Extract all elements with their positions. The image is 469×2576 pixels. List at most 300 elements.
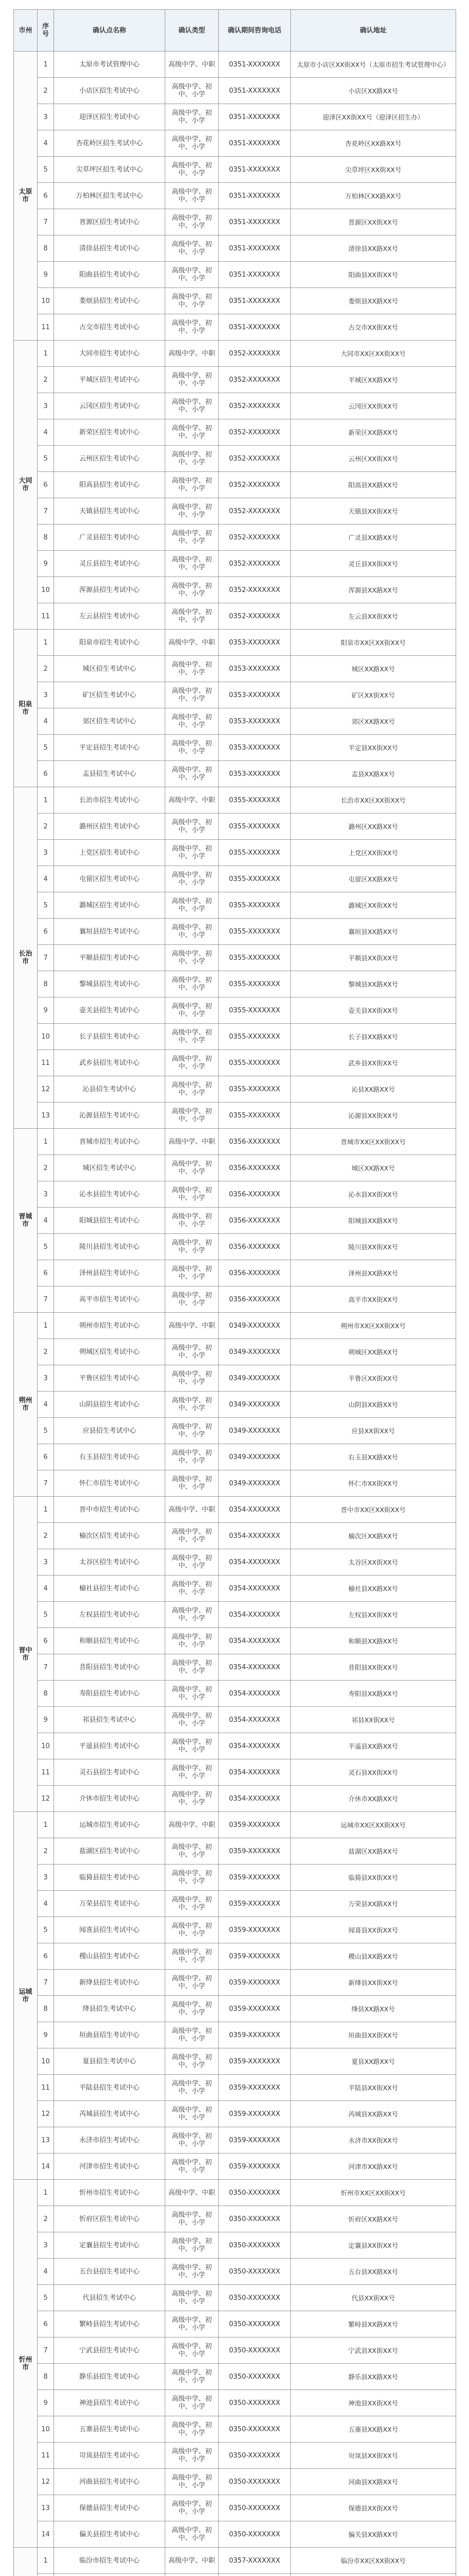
table-row <box>14 1865 456 1891</box>
type-cell: 高级中学、初中、小学 <box>165 104 219 130</box>
type-cell: 高级中学、初中、小学 <box>165 1970 219 1996</box>
table-row <box>14 2521 456 2548</box>
tel-cell: 0352-XXXXXXX <box>219 577 291 603</box>
table-row <box>14 2285 456 2311</box>
table-row <box>14 1602 456 1628</box>
name-cell: 代县招生考试中心 <box>54 2285 165 2311</box>
name-cell: 太原市考试管理中心 <box>54 52 165 78</box>
type-cell: 高级中学、初中、小学 <box>165 1076 219 1103</box>
name-cell: 上党区招生考试中心 <box>54 840 165 866</box>
type-cell: 高级中学、初中、小学 <box>165 1733 219 1759</box>
type-cell: 高级中学、初中、小学 <box>165 2206 219 2232</box>
table-row <box>14 2548 456 2574</box>
name-cell: 广灵县招生考试中心 <box>54 524 165 551</box>
name-cell: 怀仁市招生考试中心 <box>54 1470 165 1497</box>
type-cell: 高级中学、初中、小学 <box>165 840 219 866</box>
addr-cell: 浑源县XX路XX号 <box>291 577 456 603</box>
type-cell: 高级中学、初中、小学 <box>165 2022 219 2048</box>
addr-cell: 城区XX路XX号 <box>291 1155 456 1181</box>
tel-cell: 0350-XXXXXXX <box>219 2311 291 2337</box>
tel-cell: 0349-XXXXXXX <box>219 1392 291 1418</box>
type-cell: 高级中学、初中、小学 <box>165 1838 219 1865</box>
table-row <box>14 603 456 630</box>
addr-cell: 晋源区XX街XX号 <box>291 209 456 235</box>
tel-cell: 0355-XXXXXXX <box>219 1103 291 1129</box>
type-cell: 高级中学、初中、小学 <box>165 1024 219 1050</box>
name-cell: 万荣县招生考试中心 <box>54 1891 165 1917</box>
seq-cell: 7 <box>38 1286 54 1313</box>
type-cell: 高级中学、初中、小学 <box>165 1392 219 1418</box>
addr-cell: 祁县XX街XX号 <box>291 1707 456 1733</box>
tel-cell: 0354-XXXXXXX <box>219 1654 291 1681</box>
type-cell: 高级中学、初中、小学 <box>165 1628 219 1654</box>
type-cell: 高级中学、初中、小学 <box>165 262 219 288</box>
addr-cell: 临猗县XX街XX号 <box>291 1865 456 1891</box>
type-cell: 高级中学、初中、小学 <box>165 945 219 971</box>
type-cell: 高级中学、初中、小学 <box>165 2443 219 2469</box>
type-cell: 高级中学、初中、小学 <box>165 2259 219 2285</box>
name-cell: 偏关县招生考试中心 <box>54 2521 165 2548</box>
tel-cell: 0359-XXXXXXX <box>219 1970 291 1996</box>
name-cell: 芮城县招生考试中心 <box>54 2101 165 2127</box>
table-row <box>14 1260 456 1286</box>
seq-cell: 2 <box>38 1523 54 1549</box>
seq-cell: 1 <box>38 341 54 367</box>
name-cell: 平城区招生考试中心 <box>54 367 165 393</box>
seq-cell: 5 <box>38 2285 54 2311</box>
name-cell: 朔城区招生考试中心 <box>54 1339 165 1365</box>
seq-cell: 6 <box>38 472 54 498</box>
addr-cell: 夏县XX路XX号 <box>291 2048 456 2075</box>
type-cell: 高级中学、中职 <box>165 787 219 814</box>
addr-cell: 盐湖区XX路XX号 <box>291 1838 456 1865</box>
addr-cell: 平顺县XX街XX号 <box>291 945 456 971</box>
table-row <box>14 814 456 840</box>
name-cell: 神池县招生考试中心 <box>54 2390 165 2416</box>
type-cell: 高级中学、中职 <box>165 2548 219 2574</box>
addr-cell: 山阴县XX路XX号 <box>291 1392 456 1418</box>
seq-cell: 6 <box>38 2311 54 2337</box>
seq-cell: 12 <box>38 2469 54 2495</box>
addr-cell: 河曲县XX路XX号 <box>291 2469 456 2495</box>
tel-cell: 0353-XXXXXXX <box>219 682 291 708</box>
seq-cell: 6 <box>38 1628 54 1654</box>
seq-cell: 6 <box>38 1260 54 1286</box>
addr-cell: 代县XX街XX号 <box>291 2285 456 2311</box>
table-row <box>14 1129 456 1155</box>
type-cell: 高级中学、初中、小学 <box>165 2337 219 2364</box>
city-cell: 忻州市 <box>14 2180 38 2548</box>
name-cell: 云州区招生考试中心 <box>54 446 165 472</box>
name-cell: 阳城县招生考试中心 <box>54 1208 165 1234</box>
seq-cell: 5 <box>38 892 54 919</box>
table-row <box>14 1313 456 1339</box>
table-row <box>14 551 456 577</box>
seq-cell: 10 <box>38 577 54 603</box>
table-row <box>14 1970 456 1996</box>
tel-cell: 0354-XXXXXXX <box>219 1549 291 1575</box>
seq-cell: 3 <box>38 2232 54 2259</box>
tel-cell: 0359-XXXXXXX <box>219 1943 291 1970</box>
name-cell: 岢岚县招生考试中心 <box>54 2443 165 2469</box>
name-cell <box>54 2574 165 2576</box>
name-cell: 潞城区招生考试中心 <box>54 892 165 919</box>
seq-cell: 12 <box>38 1076 54 1103</box>
addr-cell: 长子县XX路XX号 <box>291 1024 456 1050</box>
table-row <box>14 1812 456 1838</box>
name-cell: 夏县招生考试中心 <box>54 2048 165 2075</box>
addr-cell: 沁源县XX街XX号 <box>291 1103 456 1129</box>
tel-cell: 0359-XXXXXXX <box>219 1865 291 1891</box>
addr-cell: 沁县XX路XX号 <box>291 1076 456 1103</box>
seq-cell: 4 <box>38 1575 54 1602</box>
seq-cell: 6 <box>38 1444 54 1470</box>
seq-cell: 4 <box>38 1891 54 1917</box>
tel-cell: 0351-XXXXXXX <box>219 314 291 341</box>
seq-cell: 2 <box>38 1155 54 1181</box>
addr-cell: 清徐县XX路XX号 <box>291 235 456 262</box>
addr-cell: 平陆县XX街XX号 <box>291 2075 456 2101</box>
table-row <box>14 997 456 1024</box>
tel-cell: 0350-XXXXXXX <box>219 2259 291 2285</box>
tel-cell: 0353-XXXXXXX <box>219 630 291 656</box>
table-row <box>14 1365 456 1392</box>
table-row <box>14 157 456 183</box>
name-cell: 阳曲县招生考试中心 <box>54 262 165 288</box>
name-cell: 屯留区招生考试中心 <box>54 866 165 892</box>
tel-cell: 0359-XXXXXXX <box>219 1838 291 1865</box>
table-row <box>14 2416 456 2443</box>
table-row <box>14 1759 456 1786</box>
type-cell: 高级中学、初中、小学 <box>165 1155 219 1181</box>
tel-cell: 0359-XXXXXXX <box>219 2101 291 2127</box>
type-cell: 高级中学、初中、小学 <box>165 2232 219 2259</box>
seq-cell: 2 <box>38 1838 54 1865</box>
type-cell: 高级中学、初中、小学 <box>165 1181 219 1208</box>
addr-cell: 朔城区XX路XX号 <box>291 1339 456 1365</box>
tel-cell: 0352-XXXXXXX <box>219 393 291 419</box>
name-cell: 榆次区招生考试中心 <box>54 1523 165 1549</box>
table-row <box>14 1392 456 1418</box>
addr-cell: 太谷区XX街XX号 <box>291 1549 456 1575</box>
table-row <box>14 498 456 524</box>
seq-cell: 3 <box>38 393 54 419</box>
type-cell: 高级中学、初中、小学 <box>165 814 219 840</box>
name-cell: 繁峙县招生考试中心 <box>54 2311 165 2337</box>
type-cell: 高级中学、初中、小学 <box>165 603 219 630</box>
addr-cell: 大同市XX区XX街XX号 <box>291 341 456 367</box>
table-row <box>14 1497 456 1523</box>
table-row <box>14 1549 456 1575</box>
type-cell: 高级中学、初中、小学 <box>165 2469 219 2495</box>
tel-cell: 0359-XXXXXXX <box>219 1996 291 2022</box>
name-cell: 万柏林区招生考试中心 <box>54 183 165 209</box>
type-cell: 高级中学、初中、小学 <box>165 866 219 892</box>
tel-cell: 0350-XXXXXXX <box>219 2495 291 2521</box>
type-cell: 高级中学、初中、小学 <box>165 1759 219 1786</box>
name-cell: 忻州市招生考试中心 <box>54 2180 165 2206</box>
tel-cell: 0350-XXXXXXX <box>219 2469 291 2495</box>
tel-cell: 0354-XXXXXXX <box>219 1628 291 1654</box>
table-row <box>14 2337 456 2364</box>
table-row <box>14 1681 456 1707</box>
seq-cell: 9 <box>38 997 54 1024</box>
addr-cell: 娄烦县XX路XX号 <box>291 288 456 314</box>
tel-cell: 0356-XXXXXXX <box>219 1286 291 1313</box>
name-cell: 垣曲县招生考试中心 <box>54 2022 165 2048</box>
table-row <box>14 2390 456 2416</box>
tel-cell: 0356-XXXXXXX <box>219 1260 291 1286</box>
type-cell: 高级中学、初中、小学 <box>165 2364 219 2390</box>
tel-cell: 0355-XXXXXXX <box>219 919 291 945</box>
seq-cell: 13 <box>38 1103 54 1129</box>
tel-cell: 0349-XXXXXXX <box>219 1470 291 1497</box>
tel-cell: 0350-XXXXXXX <box>219 2390 291 2416</box>
seq-cell: 1 <box>38 1129 54 1155</box>
tel-cell: 0350-XXXXXXX <box>219 2232 291 2259</box>
type-cell: 高级中学、初中、小学 <box>165 2521 219 2548</box>
tel-cell: 0356-XXXXXXX <box>219 1155 291 1181</box>
addr-cell: 小店区XX路XX号 <box>291 78 456 104</box>
tel-cell: 0351-XXXXXXX <box>219 104 291 130</box>
tel-cell: 0355-XXXXXXX <box>219 971 291 997</box>
seq-cell: 6 <box>38 761 54 787</box>
table-row <box>14 262 456 288</box>
addr-cell: 天镇县XX街XX号 <box>291 498 456 524</box>
table-row <box>14 1996 456 2022</box>
tel-cell: 0357-XXXXXXX <box>219 2548 291 2574</box>
tel-cell: 0349-XXXXXXX <box>219 1444 291 1470</box>
type-cell: 高级中学、初中、小学 <box>165 2311 219 2337</box>
name-cell: 五寨县招生考试中心 <box>54 2416 165 2443</box>
type-cell: 高级中学、初中、小学 <box>165 314 219 341</box>
tel-cell: 0351-XXXXXXX <box>219 130 291 157</box>
type-cell: 高级中学、初中、小学 <box>165 393 219 419</box>
addr-cell: 长治市XX区XX街XX号 <box>291 787 456 814</box>
table-row <box>14 1470 456 1497</box>
seq-cell: 8 <box>38 2364 54 2390</box>
tel-cell: 0350-XXXXXXX <box>219 2337 291 2364</box>
table-row <box>14 682 456 708</box>
city-cell: 阳泉市 <box>14 630 38 787</box>
table-row <box>14 945 456 971</box>
tel-cell: 0355-XXXXXXX <box>219 892 291 919</box>
seq-cell: 4 <box>38 2259 54 2285</box>
type-cell: 高级中学、初中、小学 <box>165 2416 219 2443</box>
table-row <box>14 2259 456 2285</box>
seq-cell: 12 <box>38 2101 54 2127</box>
tel-cell: 0352-XXXXXXX <box>219 341 291 367</box>
tel-cell: 0359-XXXXXXX <box>219 2127 291 2154</box>
tel-cell: 0349-XXXXXXX <box>219 1313 291 1339</box>
seq-cell: 7 <box>38 1970 54 1996</box>
name-cell: 新荣区招生考试中心 <box>54 419 165 446</box>
table-row <box>14 1050 456 1076</box>
addr-cell: 武乡县XX街XX号 <box>291 1050 456 1076</box>
seq-cell: 9 <box>38 2022 54 2048</box>
seq-cell: 2 <box>38 1339 54 1365</box>
type-cell: 高级中学、初中、小学 <box>165 1050 219 1076</box>
table-row <box>14 2469 456 2495</box>
seq-cell: 8 <box>38 971 54 997</box>
addr-cell: 临汾市XX区XX街XX号 <box>291 2548 456 2574</box>
seq-cell: 7 <box>38 945 54 971</box>
type-cell: 高级中学、初中、小学 <box>165 892 219 919</box>
tel-cell: 0352-XXXXXXX <box>219 446 291 472</box>
name-cell: 平鲁区招生考试中心 <box>54 1365 165 1392</box>
table-row <box>14 1208 456 1234</box>
tel-cell: 0350-XXXXXXX <box>219 2206 291 2232</box>
name-cell: 和顺县招生考试中心 <box>54 1628 165 1654</box>
addr-cell: 灵丘县XX街XX号 <box>291 551 456 577</box>
table-row <box>14 1286 456 1313</box>
type-cell: 高级中学、初中、小学 <box>165 919 219 945</box>
seq-cell: 14 <box>38 2154 54 2180</box>
name-cell: 右玉县招生考试中心 <box>54 1444 165 1470</box>
table-row <box>14 1444 456 1470</box>
tel-cell: 0356-XXXXXXX <box>219 1208 291 1234</box>
table-row <box>14 78 456 104</box>
header-row <box>14 10 456 52</box>
type-cell: 高级中学、初中、小学 <box>165 735 219 761</box>
addr-cell: 广灵县XX路XX号 <box>291 524 456 551</box>
addr-cell: 城区XX路XX号 <box>291 656 456 682</box>
tel-cell: 0351-XXXXXXX <box>219 262 291 288</box>
tel-cell <box>219 2574 291 2576</box>
type-cell: 高级中学、初中、小学 <box>165 183 219 209</box>
addr-cell: 运城市XX区XX街XX号 <box>291 1812 456 1838</box>
addr-cell: 介休市XX路XX号 <box>291 1786 456 1812</box>
tel-cell: 0355-XXXXXXX <box>219 787 291 814</box>
tel-cell: 0355-XXXXXXX <box>219 866 291 892</box>
header-seq: 序号 <box>38 10 54 52</box>
table-row <box>14 2443 456 2469</box>
tel-cell: 0353-XXXXXXX <box>219 708 291 735</box>
name-cell: 太谷区招生考试中心 <box>54 1549 165 1575</box>
table-row <box>14 104 456 130</box>
addr-cell: 矿区XX街XX号 <box>291 682 456 708</box>
seq-cell: 5 <box>38 1602 54 1628</box>
addr-cell: 郊区XX路XX号 <box>291 708 456 735</box>
type-cell: 高级中学、初中、小学 <box>165 498 219 524</box>
type-cell: 高级中学、初中、小学 <box>165 288 219 314</box>
name-cell: 平顺县招生考试中心 <box>54 945 165 971</box>
tel-cell: 0354-XXXXXXX <box>219 1733 291 1759</box>
tel-cell: 0354-XXXXXXX <box>219 1759 291 1786</box>
type-cell: 高级中学、初中、小学 <box>165 419 219 446</box>
type-cell: 高级中学、初中、小学 <box>165 1444 219 1470</box>
name-cell: 保德县招生考试中心 <box>54 2495 165 2521</box>
tel-cell: 0350-XXXXXXX <box>219 2416 291 2443</box>
table-row <box>14 1943 456 1970</box>
type-cell: 高级中学、初中、小学 <box>165 577 219 603</box>
type-cell: 高级中学、初中、小学 <box>165 1575 219 1602</box>
tel-cell: 0350-XXXXXXX <box>219 2521 291 2548</box>
tel-cell: 0353-XXXXXXX <box>219 656 291 682</box>
type-cell: 高级中学、初中、小学 <box>165 1786 219 1812</box>
type-cell: 高级中学、初中、小学 <box>165 971 219 997</box>
seq-cell: 5 <box>38 1234 54 1260</box>
table-row <box>14 209 456 235</box>
table-row <box>14 472 456 498</box>
tel-cell: 0351-XXXXXXX <box>219 235 291 262</box>
seq-cell: 7 <box>38 498 54 524</box>
header-name: 确认点名称 <box>54 10 165 52</box>
name-cell: 平遥县招生考试中心 <box>54 1733 165 1759</box>
seq-cell: 7 <box>38 209 54 235</box>
name-cell: 阳高县招生考试中心 <box>54 472 165 498</box>
table-row <box>14 1891 456 1917</box>
seq-cell: 10 <box>38 2048 54 2075</box>
table-row <box>14 1654 456 1681</box>
type-cell: 高级中学、初中、小学 <box>165 1602 219 1628</box>
addr-cell: 怀仁市XX街XX号 <box>291 1470 456 1497</box>
addr-cell: 繁峙县XX路XX号 <box>291 2311 456 2337</box>
type-cell: 高级中学、初中、小学 <box>165 1865 219 1891</box>
table-row <box>14 446 456 472</box>
seq-cell: 13 <box>38 2495 54 2521</box>
seq-cell: 10 <box>38 1733 54 1759</box>
addr-cell: 宁武县XX街XX号 <box>291 2337 456 2364</box>
tel-cell: 0354-XXXXXXX <box>219 1602 291 1628</box>
addr-cell: 左云县XX街XX号 <box>291 603 456 630</box>
type-cell: 高级中学、初中、小学 <box>165 1418 219 1444</box>
table-row <box>14 840 456 866</box>
addr-cell: 河津市XX路XX号 <box>291 2154 456 2180</box>
type-cell: 高级中学、中职 <box>165 1497 219 1523</box>
type-cell: 高级中学、初中、小学 <box>165 130 219 157</box>
seq-cell: 11 <box>38 314 54 341</box>
table-row <box>14 341 456 367</box>
type-cell: 高级中学、初中、小学 <box>165 551 219 577</box>
type-cell: 高级中学、初中、小学 <box>165 1286 219 1313</box>
name-cell: 平定县招生考试中心 <box>54 735 165 761</box>
header-city: 市州 <box>14 10 38 52</box>
name-cell: 闻喜县招生考试中心 <box>54 1917 165 1943</box>
seq-cell: 7 <box>38 1470 54 1497</box>
table-row <box>14 314 456 341</box>
addr-cell: 阳城县XX路XX号 <box>291 1208 456 1234</box>
tel-cell: 0351-XXXXXXX <box>219 288 291 314</box>
city-cell: 运城市 <box>14 1812 38 2180</box>
type-cell: 高级中学、初中、小学 <box>165 1917 219 1943</box>
seq-cell: 1 <box>38 787 54 814</box>
seq-cell: 1 <box>38 1497 54 1523</box>
name-cell: 朔州市招生考试中心 <box>54 1313 165 1339</box>
addr-cell: 高平市XX街XX号 <box>291 1286 456 1313</box>
addr-cell: 绛县XX路XX号 <box>291 1996 456 2022</box>
table-row <box>14 1418 456 1444</box>
tel-cell: 0352-XXXXXXX <box>219 498 291 524</box>
seq-cell: 9 <box>38 2390 54 2416</box>
seq-cell: 6 <box>38 919 54 945</box>
type-cell: 高级中学、初中、小学 <box>165 524 219 551</box>
seq-cell: 1 <box>38 1812 54 1838</box>
seq-cell: 4 <box>38 1392 54 1418</box>
addr-cell: 阳高县XX路XX号 <box>291 472 456 498</box>
table-row <box>14 1076 456 1103</box>
table-row <box>14 1024 456 1050</box>
table-row <box>14 393 456 419</box>
addr-cell: 晋中市XX区XX街XX号 <box>291 1497 456 1523</box>
seq-cell: 2 <box>38 78 54 104</box>
type-cell: 高级中学、初中、小学 <box>165 1707 219 1733</box>
type-cell: 高级中学、初中、小学 <box>165 656 219 682</box>
table-row <box>14 1523 456 1549</box>
seq-cell: 13 <box>38 2127 54 2154</box>
table-row <box>14 656 456 682</box>
name-cell: 新绛县招生考试中心 <box>54 1970 165 1996</box>
